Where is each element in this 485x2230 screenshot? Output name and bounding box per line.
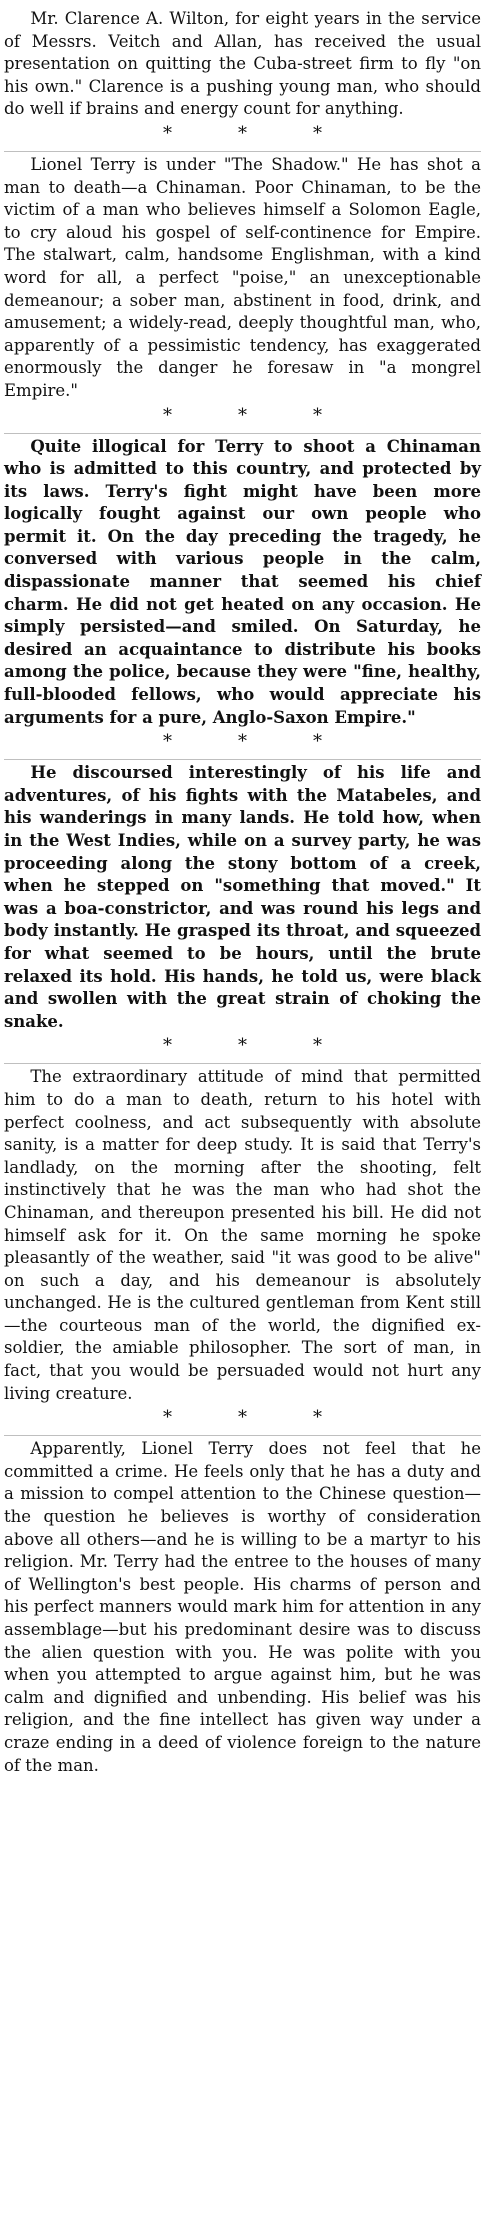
paragraph-illogical: Quite illogical for Terry to shoot a Chinaman who is admitted to this country, and protected by its laws. Terry's fight might have been more logically fought against our own people who permit it. On the day preceding the tragedy, he conversed with various people in the calm, dispassionate manner that seemed his chief charm. He did not get heated on any occasion. He simply persisted—and smiled. On Saturday, he desired an acquaintance to distribute his books among the police, because they were "fine, healthy, full-blooded fellows, who would appreciate his arguments for a pure, Anglo-Saxon Empire." <box>4 436 481 727</box>
paragraph-no-crime: Apparently, Lionel Terry does not feel that he committed a crime. He feels only that he has a duty and a mission to compel attention to the Chinese question—the question he believes is worthy of consideration above all others—and he is willing to be a martyr to his religion. Mr. Terry had the entree to the houses of many of Wellington's best people. His charms of person and his perfect manners would mark him for attention in any assemblage—but his predominant desire was to discuss the alien question with you. He was polite with you when you attempted to argue against him, but he was calm and dignified and unbending. His belief was his religion, and the fine intellect has given way under a craze ending in a deed of violence foreign to the nature of the man. <box>4 1439 481 1775</box>
section-separator: * * * <box>163 122 322 144</box>
section-separator: * * * <box>163 404 322 426</box>
divider-line <box>4 1063 481 1064</box>
section-separator: * * * <box>163 1035 322 1057</box>
paragraph-adventures: He discoursed interestingly of his life and adventures, of his fights with the Matabeles, and his wanderings in many lands. He told how, when in the West Indies, while on a survey party, he was proceeding along the stony bottom of a creek, when he stepped on "something that moved." It was a boa-constrictor, and was round his legs and body instantly. He grasped its throat, and squeezed for what seemed to be hours, until the brute relaxed its hold. His hands, he told us, were black and swollen with the great strain of choking the snake. <box>4 763 481 1031</box>
paragraph-terry-shadow: Lionel Terry is under "The Shadow." He has shot a man to death—a Chinaman. Poor Chinaman, to be the victim of a man who believes himself a Solomon Eagle, to cry aloud his gospel of self-continence for Empire. The stalwart, calm, handsome Englishman, with a kind word for all, a perfect "poise," an unexceptionable demeanour; a sober man, abstinent in food, drink, and amusement; a widely-read, deeply thoughtful man, who, apparently of a pessimistic tendency, has exaggerated enormously the danger he foresaw in "a mongrel Empire." <box>4 154 481 400</box>
divider-line <box>4 759 481 760</box>
divider-line <box>4 433 481 434</box>
divider-line <box>4 151 481 152</box>
divider-line <box>4 1435 481 1436</box>
section-separator: * * * <box>163 1407 322 1429</box>
paragraph-wilton: Mr. Clarence A. Wilton, for eight years in the service of Messrs. Veitch and Allan, has received the usual presentation on quitting the Cuba-street firm to fly "on his own." Clarence is a pushing young man, who should do well if brains and energy count for anything. <box>4 9 481 119</box>
section-separator: * * * <box>163 731 322 753</box>
paragraph-attitude: The extraordinary attitude of mind that permitted him to do a man to death, return to his hotel with perfect coolness, and act subsequently with absolute sanity, is a matter for deep study. It is said that Terry's landlady, on the morning after the shooting, felt instinctively that he was the man who had shot the Chinaman, and thereupon presented his bill. He did not himself ask for it. On the same morning he spoke pleasantly of the weather, said "it was good to be alive" on such a day, and his demeanour is absolutely unchanged. He is the cultured gentleman from Kent still—the courteous man of the world, the dignified ex-soldier, the amiable philosopher. The sort of man, in fact, that you would be persuaded would not hurt any living creature. <box>4 1067 481 1403</box>
